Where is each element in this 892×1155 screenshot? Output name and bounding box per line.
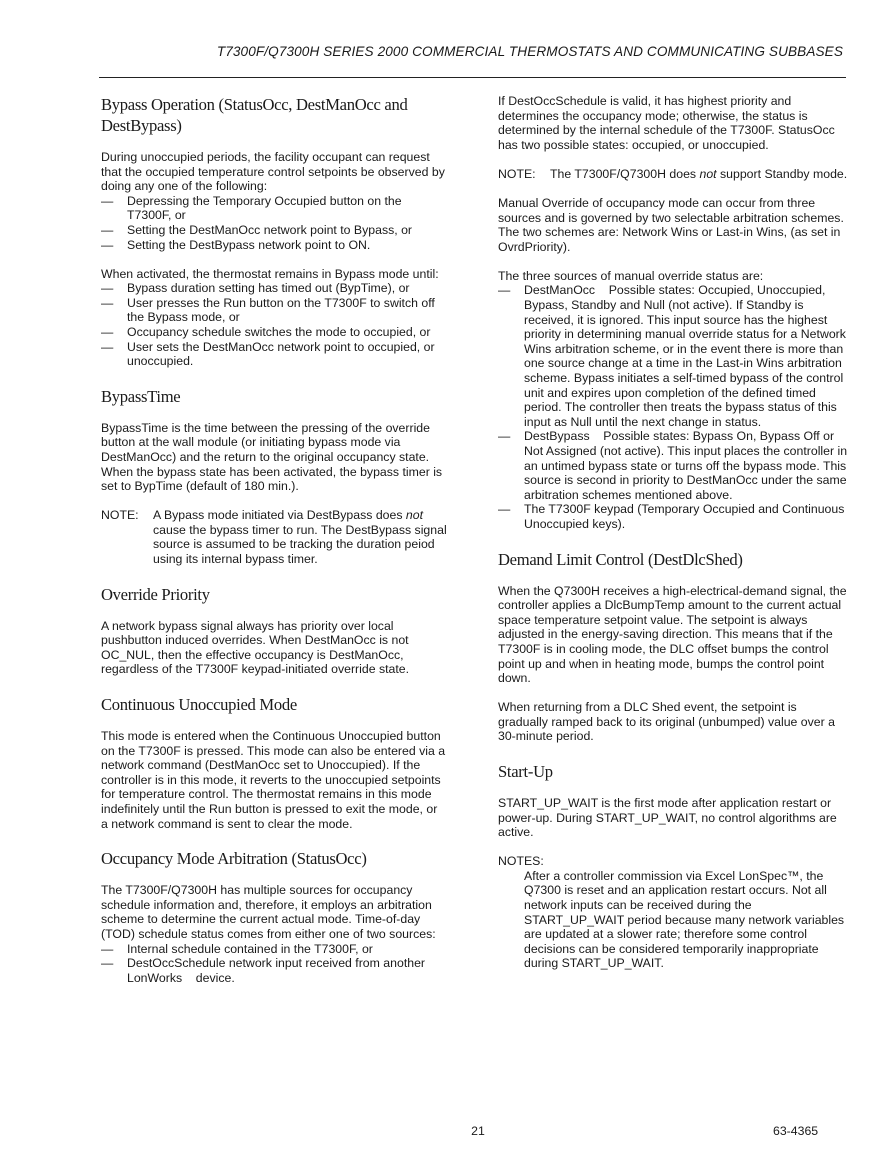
continuous-body: This mode is entered when the Continuous Unoccupied button on the T7300F is pressed. This mode can also be entered via a network command (DestManOcc set to Unoccupied). If the controller is in this mode, it reverts to the unoccupied setpoints for temperature control. The thermostat remains in this mode indefinitely until the Run button is pressed to exit the mode, or a network command is sent to clear the mode.: [101, 729, 446, 831]
list-item: — Setting the DestBypass network point to ON.: [101, 237, 371, 252]
heading-occupancy-arbitration: Occupancy Mode Arbitration (StatusOcc): [101, 849, 367, 869]
override-body: A network bypass signal always has priority over local pushbutton induced overrides. When DestManOcc is not OC_NUL, then the effective occupancy is DestManOcc, regardless of the T7300F keypad-initiated override state.: [101, 618, 410, 677]
list-item: — DestBypass Possible states: Bypass On, Bypass Off or Not Assigned (not active). This input places the controller in an untimed bypass state or turns off the bypass mode. This source is second in priority to DestManOcc under the same arbitration schemes mentioned above.: [498, 429, 851, 502]
demand-body-1: When the Q7300H receives a high-electrical-demand signal, the controller applies a DlcBumpTemp amount to the current actual space temperature setpoint value. The setpoint is always adjusted in the energy-saving direction. This means that if the T7300F is in cooling mode, the DLC offset bumps the control point up and when in heating mode, bumps the control point down.: [498, 583, 847, 686]
heading-continuous-unoccupied: Continuous Unoccupied Mode: [101, 695, 297, 715]
heading-bypass-operation: Bypass Operation (StatusOcc, DestManOcc and DestBypass): [101, 95, 408, 135]
manual-override-body: Manual Override of occupancy mode can occur from three sources and is governed by two selectable arbitration schemes. The two schemes are: Network Wins or Last-in Wins, (as set in OvrdPriority).: [498, 195, 844, 254]
tod-sources-list: [101, 942, 447, 986]
notes-body: After a controller commission via Excel LonSpec™, the Q7300 is reset and an application restart occurs. Not all network inputs can be received during the START_UP_WAIT period because many network variables are updated at a slower rate; therefore some control decisions can be considered temporarily inappropriate during START_UP_WAIT.: [524, 868, 845, 971]
list-item: — Depressing the Temporary Occupied button on the T7300F, or: [101, 193, 402, 223]
page-number: 21: [471, 1124, 485, 1138]
heading-start-up: Start-Up: [498, 761, 553, 781]
bypass-until-list: [101, 281, 447, 369]
header-rule: [99, 77, 846, 78]
list-item: — Occupancy schedule switches the mode to occupied, or: [101, 325, 431, 340]
bypass-methods-list: [101, 194, 447, 252]
bypass-intro: During unoccupied periods, the facility occupant can request that the occupied temperature control setpoints be observed by doing any one of the following:: [101, 150, 445, 194]
bypass-when: When activated, the thermostat remains in Bypass mode until:: [101, 266, 439, 281]
list-item: — DestOccSchedule network input received from another LonWorks device.: [101, 956, 429, 985]
list-item: — User sets the DestManOcc network point to occupied, or unoccupied.: [101, 339, 435, 369]
startup-body: START_UP_WAIT is the first mode after application restart or power-up. During START_UP_WAIT, no control algorithms are active.: [498, 795, 837, 840]
startup-notes: [498, 854, 848, 971]
heading-override-priority: Override Priority: [101, 584, 210, 604]
list-item: — The T7300F keypad (Temporary Occupied and Continuous Unoccupied keys).: [498, 502, 845, 531]
notes-label: NOTES:: [498, 854, 544, 869]
list-item: — DestManOcc Possible states: Occupied, Unoccupied, Bypass, Standby and Null (not active). If Standby is received, it is ignored. This input source has the highest priority in determining manual override status for a Network Wins arbitration scheme, or in the event there is more than one source change at a time in the Last-in Wins arbitration scheme. Bypass initiates a self-timed bypass of the control unit and expires upon completion of the defined timed period. The controller then treats the bypass status of this input as Null until the next change in status.: [498, 283, 850, 429]
arbitration-body: The T7300F/Q7300H has multiple sources for occupancy schedule information and, therefore, it employs an arbitration scheme to determine the current actual mode. Time-of-day (TOD) schedule status comes from either one of two sources:: [101, 883, 436, 941]
demand-body-2: When returning from a DLC Shed event, the setpoint is gradually ramped back to its original (unbumped) value over a 30-minute period.: [498, 700, 835, 744]
three-sources-intro: The three sources of manual override status are:: [498, 268, 764, 283]
list-item: — Setting the DestManOcc network point to Bypass, or: [101, 222, 413, 237]
heading-bypass-time: BypassTime: [101, 386, 181, 406]
right-column: [498, 94, 851, 971]
document-number: 63-4365: [773, 1124, 819, 1138]
bypass-time-body: BypassTime is the time between the pressing of the override button at the wall module (or initiating bypass mode via DestManOcc) and the return to the original occupancy state. When the bypass state has been activated, the bypass timer is set to BypTime (default of 180 min.).: [101, 420, 443, 494]
arbitration-continued: If DestOccSchedule is valid, it has highest priority and determines the occupancy mode; otherwise, the status is determined by the internal schedule of the T7300F. StatusOcc has two possible states: occupied, or unoccupied.: [498, 94, 835, 152]
left-column: [101, 94, 447, 1000]
list-item: — Internal schedule contained in the T7300F, or: [101, 941, 373, 956]
running-header: T7300F/Q7300H SERIES 2000 COMMERCIAL THERMOSTATS AND COMMUNICATING SUBBASES: [216, 44, 843, 59]
standby-note: NOTE: The T7300F/Q7300H does not support Standby mode.: [498, 166, 848, 181]
list-item: — Bypass duration setting has timed out (BypTime), or: [101, 281, 410, 296]
list-item: — User presses the Run button on the T7300F to switch off the Bypass mode, or: [101, 295, 435, 325]
bypass-time-note: NOTE: A Bypass mode initiated via DestBypass does not cause the bypass timer to run. The DestBypass signal source is assumed to be tracking the duration peiod using its internal bypass timer.: [101, 508, 447, 567]
heading-demand-limit: Demand Limit Control (DestDlcShed): [498, 549, 743, 569]
override-sources-list: [498, 283, 851, 531]
